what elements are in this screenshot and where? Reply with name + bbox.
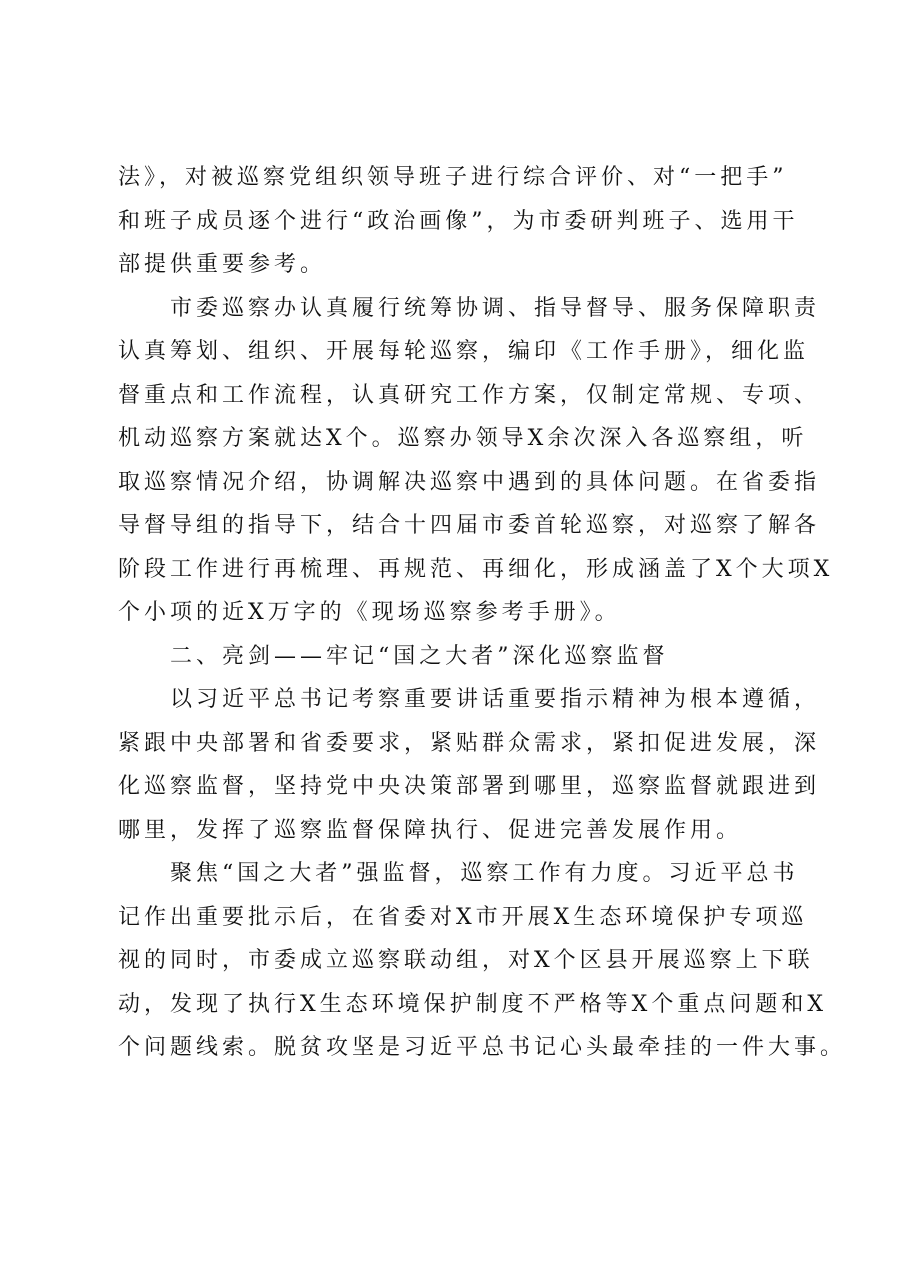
document-body [118,156,847,1070]
text-line: 法》，对被巡察党组织领导班子进行综合评价、对“一把手” [118,165,788,190]
text-line: 记作出重要批示后，在省委对X市开展X生态环境保护专项巡 [118,904,808,930]
text-line: 紧跟中央部署和省委要求，紧贴群众需求，紧扣促进发展，深 [118,730,821,756]
text-line: 哪里，发挥了巡察监督保障执行、促进完善发展作用。 [118,817,743,843]
text-line: 认真筹划、组织、开展每轮巡察，编印《工作手册》，细化监 [118,339,810,364]
text-line: 导督导组的指导下，结合十四届市委首轮巡察，对巡察了解各 [118,513,821,538]
text-line: 化巡察监督，坚持党中央决策部署到哪里，巡察监督就跟进到 [118,774,821,799]
text-line: 部提供重要参考。 [118,252,327,277]
section-heading: 二、亮剑——牢记“国之大者”深化巡察监督 [170,643,669,669]
text-line: 机动巡察方案就达X个。巡察办领导X余次深入各巡察组，听 [118,426,808,451]
text-line: 督重点和工作流程，认真研究工作方案，仅制定常规、专项、 [118,382,821,408]
text-line: 动，发现了执行X生态环境保护制度不严格等X个重点问题和X [118,991,827,1017]
text-line: 个小项的近X万字的《现场巡察参考手册》。 [118,600,621,625]
text-line: 个问题线索。脱贫攻坚是习近平总书记心头最牵挂的一件大事。 [118,1035,847,1060]
text-line: 视的同时，市委成立巡察联动组，对X个区县开展巡察上下联 [118,948,814,973]
text-line: 取巡察情况介绍，协调解决巡察中遇到的具体问题。在省委指 [118,469,821,495]
text-line: 阶段工作进行再梳理、再规范、再细化，形成涵盖了X个大项X [118,556,834,582]
paragraph-start-line: 聚焦“国之大者”强监督，巡察工作有力度。习近平总书 [170,861,799,886]
text-line: 和班子成员逐个进行“政治画像”，为市委研判班子、选用干 [118,208,799,234]
paragraph-start-line: 以习近平总书记考察重要讲话重要指示精神为根本遵循， [170,687,821,712]
paragraph-start-line: 市委巡察办认真履行统筹协调、指导督导、服务保障职责 [170,295,821,321]
